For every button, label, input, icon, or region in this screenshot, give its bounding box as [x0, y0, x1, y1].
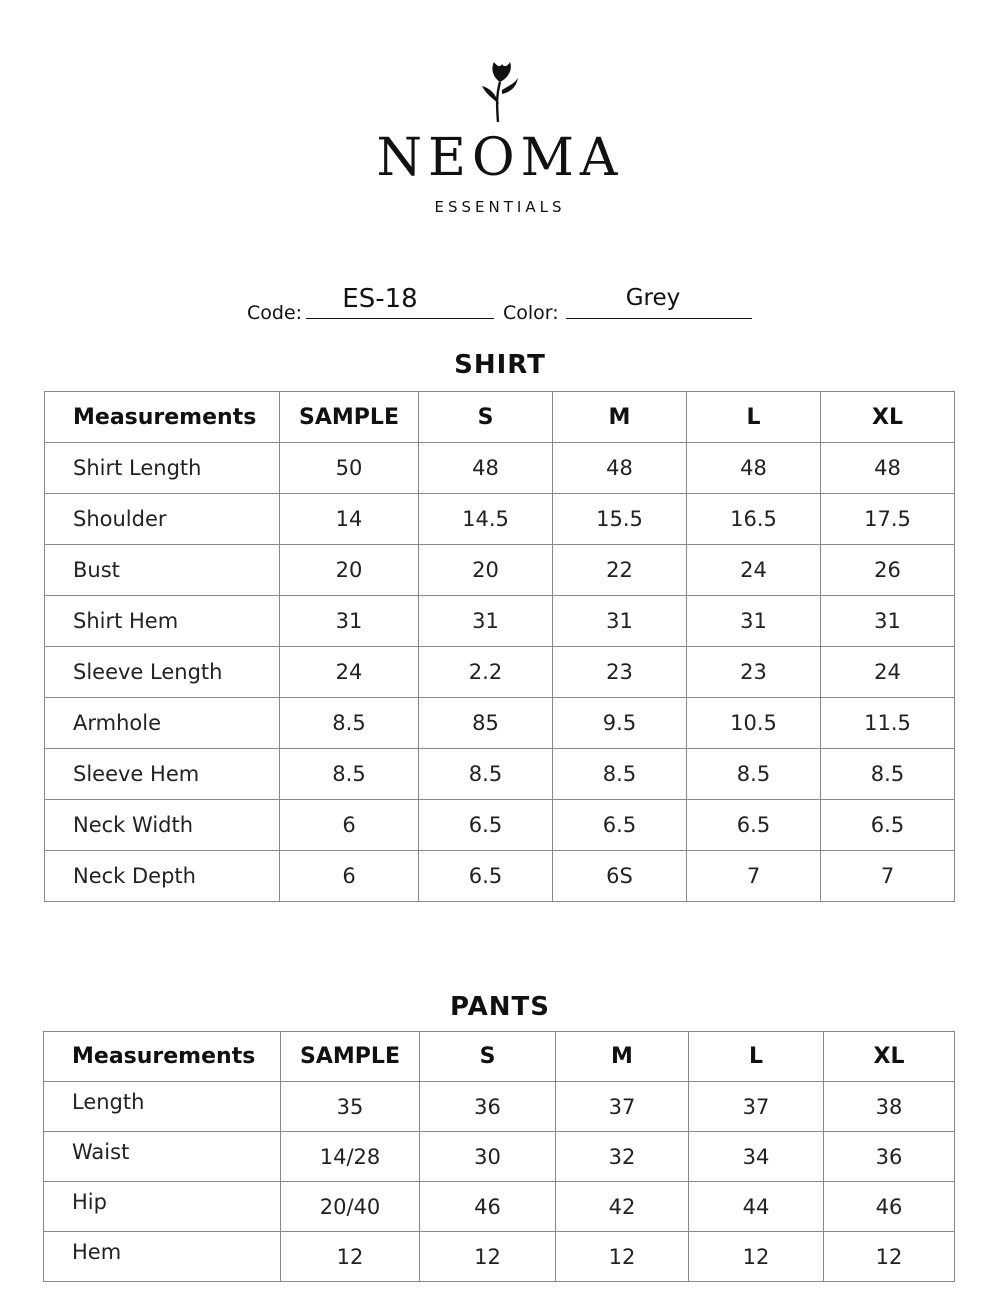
color-value: Grey [625, 285, 681, 311]
measurement-value: 6 [280, 800, 419, 851]
table-row [45, 851, 955, 902]
measurement-value: 6 [280, 851, 419, 902]
measurement-value: 14.5 [419, 494, 553, 545]
column-header-m: M [556, 1032, 689, 1082]
measurement-value: 37 [556, 1082, 689, 1132]
measurement-value: 34 [689, 1132, 824, 1182]
column-header-xl: XL [821, 392, 955, 443]
code-label: Code: [247, 302, 303, 324]
measurement-value: 8.5 [419, 749, 553, 800]
measurement-name: Hip [44, 1182, 281, 1232]
column-header-measurements: Measurements [44, 1032, 281, 1082]
measurement-value: 20/40 [281, 1182, 420, 1232]
measurement-value: 20 [280, 545, 419, 596]
table-row [44, 1232, 955, 1282]
measurement-value: 6.5 [419, 800, 553, 851]
table-row [44, 1082, 955, 1132]
measurement-value: 12 [556, 1232, 689, 1282]
measurement-value: 6.5 [821, 800, 955, 851]
measurement-name: Length [44, 1082, 281, 1132]
measurement-value: 11.5 [821, 698, 955, 749]
measurement-value: 7 [821, 851, 955, 902]
table-header-row [45, 392, 955, 443]
measurement-value: 30 [420, 1132, 556, 1182]
color-label: Color: [503, 302, 559, 324]
measurement-value: 38 [824, 1082, 955, 1132]
measurement-value: 12 [689, 1232, 824, 1282]
measurement-name: Waist [44, 1132, 281, 1182]
table-row [45, 800, 955, 851]
measurement-value: 31 [280, 596, 419, 647]
measurement-name: Sleeve Hem [45, 749, 280, 800]
column-header-s: S [420, 1032, 556, 1082]
measurement-value: 48 [419, 443, 553, 494]
measurement-value: 17.5 [821, 494, 955, 545]
code-underline [306, 318, 494, 319]
measurement-value: 32 [556, 1132, 689, 1182]
pants-size-table [43, 1031, 955, 1282]
measurement-value: 12 [281, 1232, 420, 1282]
measurement-value: 24 [821, 647, 955, 698]
measurement-name: Armhole [45, 698, 280, 749]
column-header-m: M [553, 392, 687, 443]
column-header-measurements: Measurements [45, 392, 280, 443]
measurement-value: 44 [689, 1182, 824, 1232]
measurement-value: 31 [687, 596, 821, 647]
column-header-l: L [687, 392, 821, 443]
measurement-value: 31 [419, 596, 553, 647]
measurement-name: Sleeve Length [45, 647, 280, 698]
column-header-s: S [419, 392, 553, 443]
code-value: ES-18 [342, 284, 418, 314]
measurement-value: 16.5 [687, 494, 821, 545]
measurement-value: 22 [553, 545, 687, 596]
measurement-value: 9.5 [553, 698, 687, 749]
measurement-value: 46 [420, 1182, 556, 1232]
measurement-value: 8.5 [280, 749, 419, 800]
column-header-sample: SAMPLE [281, 1032, 420, 1082]
measurement-value: 24 [280, 647, 419, 698]
measurement-name: Shoulder [45, 494, 280, 545]
measurement-value: 6.5 [553, 800, 687, 851]
measurement-value: 23 [687, 647, 821, 698]
shirt-size-table [44, 391, 955, 902]
table-row [45, 647, 955, 698]
measurement-value: 46 [824, 1182, 955, 1232]
shirt-title: SHIRT [454, 350, 546, 380]
table-row [44, 1132, 955, 1182]
measurement-name: Shirt Length [45, 443, 280, 494]
measurement-value: 8.5 [821, 749, 955, 800]
measurement-value: 14/28 [281, 1132, 420, 1182]
measurement-value: 8.5 [687, 749, 821, 800]
measurement-value: 14 [280, 494, 419, 545]
measurement-value: 26 [821, 545, 955, 596]
pants-title: PANTS [449, 992, 550, 1022]
brand-logo [0, 60, 1000, 216]
table-row [45, 596, 955, 647]
table-row [45, 749, 955, 800]
measurement-value: 50 [280, 443, 419, 494]
measurement-value: 36 [420, 1082, 556, 1132]
measurement-value: 20 [419, 545, 553, 596]
column-header-l: L [689, 1032, 824, 1082]
measurement-value: 6.5 [687, 800, 821, 851]
measurement-value: 6S [553, 851, 687, 902]
measurement-value: 85 [419, 698, 553, 749]
measurement-value: 37 [689, 1082, 824, 1132]
product-meta [0, 282, 1000, 322]
measurement-value: 12 [420, 1232, 556, 1282]
measurement-value: 8.5 [280, 698, 419, 749]
table-row [45, 698, 955, 749]
measurement-value: 2.2 [419, 647, 553, 698]
measurement-value: 10.5 [687, 698, 821, 749]
brand-tagline: ESSENTIALS [434, 198, 566, 216]
measurement-name: Neck Depth [45, 851, 280, 902]
column-header-sample: SAMPLE [280, 392, 419, 443]
table-row [45, 494, 955, 545]
brand-name: NEOMA [376, 128, 624, 188]
measurement-value: 15.5 [553, 494, 687, 545]
measurement-value: 12 [824, 1232, 955, 1282]
tulip-icon [478, 60, 522, 124]
table-header-row [44, 1032, 955, 1082]
measurement-value: 23 [553, 647, 687, 698]
measurement-value: 31 [821, 596, 955, 647]
measurement-name: Shirt Hem [45, 596, 280, 647]
table-row [45, 545, 955, 596]
measurement-value: 8.5 [553, 749, 687, 800]
measurement-name: Hem [44, 1232, 281, 1282]
measurement-value: 6.5 [419, 851, 553, 902]
measurement-name: Bust [45, 545, 280, 596]
measurement-value: 48 [553, 443, 687, 494]
measurement-value: 35 [281, 1082, 420, 1132]
table-row [45, 443, 955, 494]
measurement-name: Neck Width [45, 800, 280, 851]
measurement-value: 7 [687, 851, 821, 902]
measurement-value: 48 [687, 443, 821, 494]
measurement-value: 36 [824, 1132, 955, 1182]
table-row [44, 1182, 955, 1232]
color-underline [566, 318, 752, 319]
column-header-xl: XL [824, 1032, 955, 1082]
measurement-value: 42 [556, 1182, 689, 1232]
measurement-value: 24 [687, 545, 821, 596]
measurement-value: 48 [821, 443, 955, 494]
measurement-value: 31 [553, 596, 687, 647]
